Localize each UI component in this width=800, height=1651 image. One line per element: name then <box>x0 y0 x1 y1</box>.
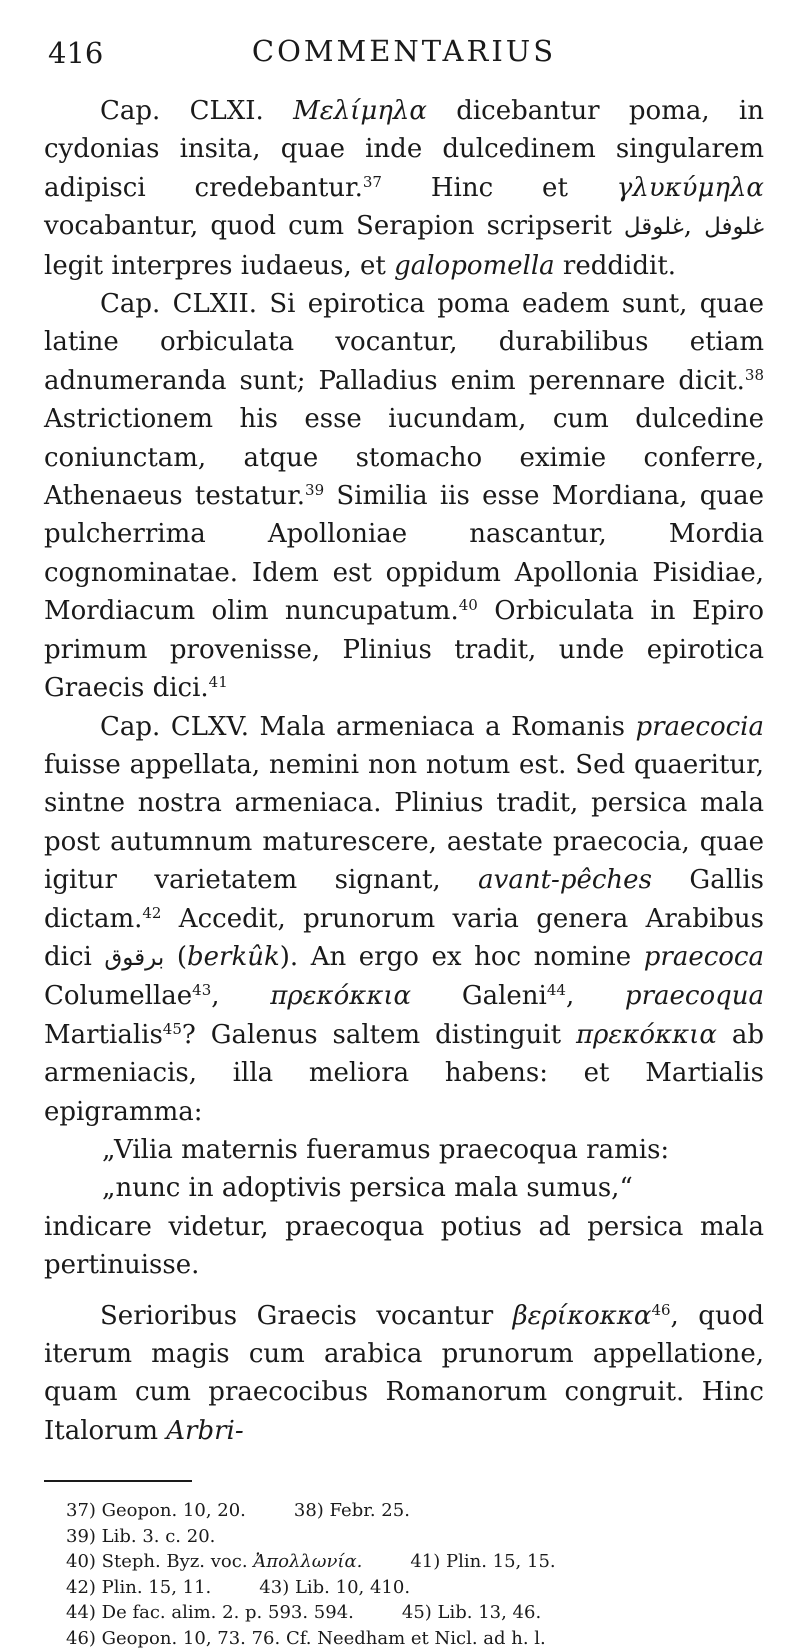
italic-term: praecoca <box>643 941 764 972</box>
footnote: 38) Febr. 25. <box>293 1500 410 1522</box>
text-run: Gallis dictam. <box>44 865 764 934</box>
footnote: 39) Lib. 3. c. 20. <box>66 1525 216 1547</box>
footnote-row <box>66 1498 764 1524</box>
text-run: ? Galenus saltem distinguit <box>181 1019 577 1050</box>
arabic-word: غلوقل <box>623 214 684 241</box>
footnote-ref: 38 <box>744 365 764 384</box>
body-text <box>44 92 764 1450</box>
italic-term: berkûk <box>186 941 280 972</box>
footnote: 43) Lib. 10, 410. <box>259 1576 411 1598</box>
italic-term: galopomella <box>394 250 555 281</box>
paragraph-serioribus <box>44 1297 764 1451</box>
text-run: ab armeniacis, illa meliora habens: et Martialis epigramma: <box>44 1019 764 1127</box>
chapter-label: Cap. CLXII. <box>100 289 258 320</box>
text-run: Columellae <box>44 981 193 1012</box>
italic-term: avant-pêches <box>478 865 652 896</box>
text-run: Hinc et <box>381 172 617 203</box>
text-run: Orbiculata in Epiro primum provenisse, Plinius tradit, unde epirotica Graecis dici. <box>44 596 764 704</box>
text-run: legit interpres iudaeus, et <box>44 250 395 281</box>
footnote-ref: 39 <box>305 481 325 500</box>
footnote: 45) Lib. 13, 46. <box>401 1602 542 1624</box>
text-run: , <box>683 211 705 242</box>
text-run: Mala armeniaca a Romanis <box>249 711 636 742</box>
text-run: Similia iis esse Mordiana, quae pulcherrima Apolloniae nascantur, Mordia cognominatae. Idem est oppidum Apollonia Pisidiae, Mordiacum olim nuncupatum. <box>44 481 764 627</box>
text-run: , quod iterum magis cum arabica prunorum appellatione, quam cum praecocibus Romanorum congruit. Hinc Italorum <box>44 1300 764 1446</box>
text-run: Astrictionem his esse iucundam, cum dulcedine coniunctam, atque stomacho eximie conferre, Athenaeus testatur. <box>44 404 764 512</box>
chapter-label: Cap. CLXI. <box>100 96 264 126</box>
greek-word: βερίκοκκα <box>512 1300 652 1331</box>
text-run: ( <box>164 941 187 972</box>
text-run: ). An ergo ex hoc nomine <box>279 941 644 972</box>
footnote-row <box>66 1549 764 1575</box>
text-run: Galeni <box>411 981 547 1012</box>
greek-word: γλυκύμηλα <box>616 172 764 203</box>
footnote-row <box>66 1600 764 1626</box>
footnote: 37) Geopon. 10, 20. <box>66 1500 246 1522</box>
footnote-ref: 45 <box>162 1019 182 1038</box>
greek-word: Μελίμηλα <box>293 96 427 126</box>
greek-word: πρεκόκκια <box>270 981 412 1012</box>
greek-word: πρεκόκκια <box>576 1019 717 1050</box>
text-run: , <box>211 981 271 1012</box>
verse-line: „Vilia maternis fueramus praecoqua ramis: <box>102 1134 670 1165</box>
footnote-ref: 42 <box>142 903 162 922</box>
footnotes <box>44 1498 764 1651</box>
page-header <box>44 0 764 92</box>
footnote-row <box>66 1575 764 1601</box>
text-run: dicebantur poma, in cydonias insita, quae inde dulcedinem singularem adipisci credebantur. <box>44 96 764 203</box>
text-run: Serioribus Graecis vocantur <box>100 1300 513 1331</box>
footnote-row <box>66 1626 764 1651</box>
footnote-ref: 46 <box>651 1300 671 1319</box>
footnote: 44) De fac. alim. 2. p. 593. 594. <box>66 1602 354 1624</box>
footnote: 41) Plin. 15, 15. <box>410 1551 556 1573</box>
footnote-ref: 41 <box>208 673 228 692</box>
paragraph-cap-165 <box>44 708 764 1131</box>
text-run: reddidit. <box>554 250 677 281</box>
italic-term: praecocia <box>635 711 764 742</box>
chapter-label: Cap. CLXV. <box>100 711 249 742</box>
verse-line: „nunc in adoptivis persica mala sumus,“ <box>102 1173 633 1204</box>
footnote <box>66 1551 362 1572</box>
text-run: Martialis <box>44 1019 163 1050</box>
footnote-text: 40) Steph. Byz. voc. <box>66 1551 254 1573</box>
page-number: 416 <box>48 36 104 70</box>
running-title: COMMENTARIUS <box>251 34 557 68</box>
greek-word: Ἀπολλωνία. <box>253 1551 363 1573</box>
footnote-row <box>66 1524 764 1550</box>
footnote: 42) Plin. 15, 11. <box>66 1576 212 1598</box>
footnote-ref: 40 <box>458 596 478 615</box>
text-run: , <box>565 981 625 1012</box>
footnote: 46) Geopon. 10, 73. 76. Cf. Needham et Nicl. ad h. l. <box>66 1627 546 1649</box>
footnote-ref: 44 <box>546 981 566 1000</box>
italic-term: Arbri- <box>166 1415 244 1446</box>
footnote-separator <box>44 1480 192 1482</box>
text-run: Si epirotica poma eadem sunt, quae latine orbiculata vocantur, durabilibus etiam adnumeranda sunt; Palladius enim perennare dicit. <box>44 289 764 396</box>
arabic-word: برقوق <box>104 944 165 971</box>
footnote-ref: 43 <box>192 981 212 1000</box>
footnote-ref: 37 <box>362 172 382 191</box>
paragraph-cap-162 <box>44 285 764 707</box>
text-run: fuisse appellata, nemini non notum est. Sed quaeritur, sintne nostra armeniaca. Plinius tradit, persica mala post autumnum maturescere, aestate praecocia, quae igitur varietatem signant, <box>44 749 764 896</box>
arabic-word: غلوفل <box>704 214 764 241</box>
italic-term: praecoqua <box>624 981 764 1012</box>
text-run: vocabantur, quod cum Serapion scripserit <box>44 211 624 242</box>
paragraph-cap-161 <box>44 92 764 285</box>
text-run: Accedit, prunorum varia genera Arabibus dici <box>44 903 764 972</box>
paragraph-continuation: indicare videtur, praecoqua potius ad persica mala pertinuisse. <box>44 1211 764 1281</box>
